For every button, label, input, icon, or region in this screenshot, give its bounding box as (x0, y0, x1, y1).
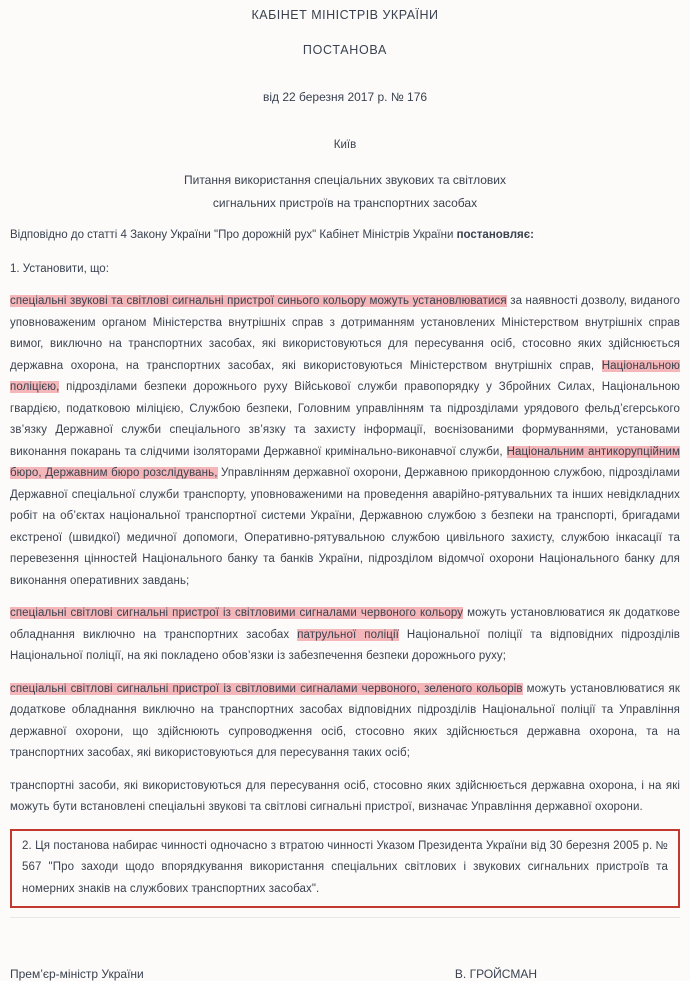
highlighted-text: Національним антикорупційним бюро, Державним бюро розслідувань, (10, 445, 680, 479)
signature-row (10, 967, 680, 981)
intro-text: Відповідно до статті 4 Закону України "Про дорожній рух" Кабінет Міністрів України (10, 229, 457, 241)
paragraph-vehicle-determination (10, 776, 680, 819)
document-title (10, 169, 680, 215)
highlighted-text: спеціальні світлові сигнальні пристрої із світловими сигналами червоного, зеленого кольорів (10, 682, 523, 695)
highlighted-text: патрульної поліції (297, 628, 399, 641)
paragraph-blue-signal-devices (10, 291, 680, 592)
clause-2-highlight-box (10, 829, 680, 909)
body-text: Управлінням державної охорони, Державною прикордонною службою, підрозділами Державної спеціальної служби транспорту, уповноваженими на проведення аварійно-рятувальних та інших невідкладних робіт на об’єктах національної транспортної системи України, Державною службою з безпеки на транспорті, бригадами екстреної (швидкої) медичної допомоги, Оперативно-рятувальною службою цивільного захисту, службою інкасації та перевезення цінностей Національного банку та банків України, підрозділом відомчої охорони Національного банку для виконання оперативних завдань; (10, 467, 680, 587)
body-text: за наявності дозволу, виданого уповноваженим органом Міністерства внутрішніх справ з дотриманням установлених Міністерством внутрішніх справ вимог, виключно на транспортних засобах, які використовуються для пересування осіб, стосовно яких здійснюється державна охорона, на транспортних засобах, які використовуються Міністерством внутрішніх справ, (10, 295, 680, 372)
intro-paragraph (10, 225, 680, 247)
body-text: транспортні засоби, які використовуються для пересування осіб, стосовно яких здійснюється державна охорона, і на які можуть бути встановлені спеціальні звукові та світлові сигнальні пристрої, визначає Управління державної охорони. (10, 779, 680, 813)
document-title-line-2: сигнальних пристроїв на транспортних засобах (212, 196, 478, 210)
body-text: підрозділами безпеки дорожнього руху Військової служби правопорядку у Збройних Силах, Національною гвардією, податковою міліцією, Службою безпеки, Головним управлінням та підрозділами урядового фельд’єгерського зв’язку Державної служби спеціального зв’язку та захисту інформації, воєнізованими формуваннями, установами виконання покарань та слідчими ізоляторами Державної кримінально-виконавчої служби, (10, 381, 680, 458)
document-date-number: від 22 березня 2017 р. № 176 (262, 90, 428, 104)
highlighted-text: спеціальні звукові та світлові сигнальні пристрої синього кольору можуть установлюватися (10, 295, 507, 307)
highlighted-text: спеціальні світлові сигнальні пристрої із світловими сигналами червоного кольору (10, 607, 464, 619)
body-text: Національної поліції та відповідних підрозділів Національної поліції, на які покладено обов’язки із забезпечення безпеки дорожнього руху; (10, 628, 681, 662)
paragraph-red-green-signal-devices (10, 679, 680, 765)
clause-2-text: 2. Ця постанова набирає чинності одночасно з втратою чинності Указом Президента України від 30 березня 2005 р. № 567 "Про заходи щодо впорядкування використання спеціальних світлових і звукових сигнальних пристроїв та номерних знаків на службових транспортних засобах". (22, 839, 668, 895)
signer-title: Прем’єр-міністр України (10, 967, 144, 981)
document-title-line-1: Питання використання спеціальних звукових та світлових (183, 173, 506, 187)
document-city: Київ (333, 139, 357, 151)
document-type: ПОСТАНОВА (302, 43, 388, 57)
paragraph-red-signal-devices (10, 603, 680, 668)
issuing-authority: КАБІНЕТ МІНІСТРІВ УКРАЇНИ (251, 8, 439, 22)
resolves-bold-text: постановляє: (456, 229, 534, 241)
divider-line (10, 917, 680, 918)
signer-name: В. ГРОЙСМАН (454, 967, 537, 981)
body-text: можуть установлюватися як додаткове обладнання виключно на транспортних засобах відповідних підрозділів Національної поліції та Управління державної охорони, що здійснюють супроводження осіб, стосовно яких здійснюється державна охорона, та на транспортних засобах, які використовуються для пересування таких осіб; (10, 682, 680, 759)
body-text: можуть установлюватися як додаткове обладнання виключно на транспортних засобах (10, 607, 681, 641)
clause-1-label: 1. Установити, що: (10, 262, 109, 275)
highlighted-text: Національною поліцією, (10, 359, 680, 393)
